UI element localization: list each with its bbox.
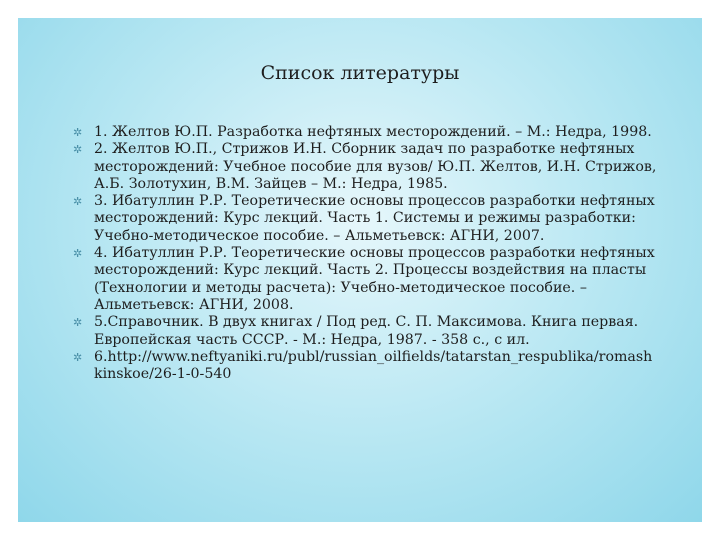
list-item-text: 3. Ибатуллин Р.Р. Теоретические основы процессов разработки нефтяных месторождений: Курс лекций. Часть 1. Системы и режимы разработки: Учебно-методическое пособие. – Альметьевск: АГНИ, 2007. bbox=[94, 193, 655, 244]
asterisk-bullet-icon: ✲ bbox=[73, 126, 83, 139]
asterisk-bullet-icon: ✲ bbox=[73, 316, 83, 330]
list-item bbox=[70, 124, 660, 141]
asterisk-bullet-icon: ✲ bbox=[73, 143, 83, 157]
asterisk-bullet-icon: ✲ bbox=[73, 247, 83, 261]
list-item bbox=[70, 245, 660, 314]
list-item-text: 2. Желтов Ю.П., Стрижов И.Н. Сборник задач по разработке нефтяных месторождений: Учебное пособие для вузов/ Ю.П. Желтов, И.Н. Стрижов, А.Б. Золотухин, В.М. Зайцев – М.: Недра, 1985. bbox=[94, 141, 657, 192]
asterisk-bullet-icon: ✲ bbox=[73, 195, 83, 209]
list-item-text: 6.http://www.neftyaniki.ru/publ/russian_oilfields/tatarstan_respublika/romashkinskoe/26-1-0-540 bbox=[94, 348, 653, 383]
slide-title: Список литературы bbox=[260, 62, 460, 84]
asterisk-bullet-icon: ✲ bbox=[73, 350, 83, 364]
list-item bbox=[70, 193, 660, 245]
list-item-text: 5.Справочник. В двух книгах / Под ред. С. П. Максимова. Книга первая. Европейская часть СССР. - М.: Недра, 1987. - 358 с., с ил. bbox=[94, 314, 639, 348]
list-item-text: 4. Ибатуллин Р.Р. Теоретические основы процессов разработки нефтяных месторождений: Курс лекций. Часть 2. Процессы воздействия на пласты (Технологии и методы расчета): Учебно-методическое пособие. – Альметьевск: АГНИ, 2008. bbox=[94, 245, 655, 313]
bibliography-list bbox=[70, 124, 660, 383]
list-item bbox=[70, 349, 660, 384]
list-item bbox=[70, 141, 660, 193]
slide bbox=[18, 18, 702, 522]
list-item bbox=[70, 314, 660, 349]
list-item-text: 1. Желтов Ю.П. Разработка нефтяных месторождений. – М.: Недра, 1998. bbox=[94, 124, 652, 140]
